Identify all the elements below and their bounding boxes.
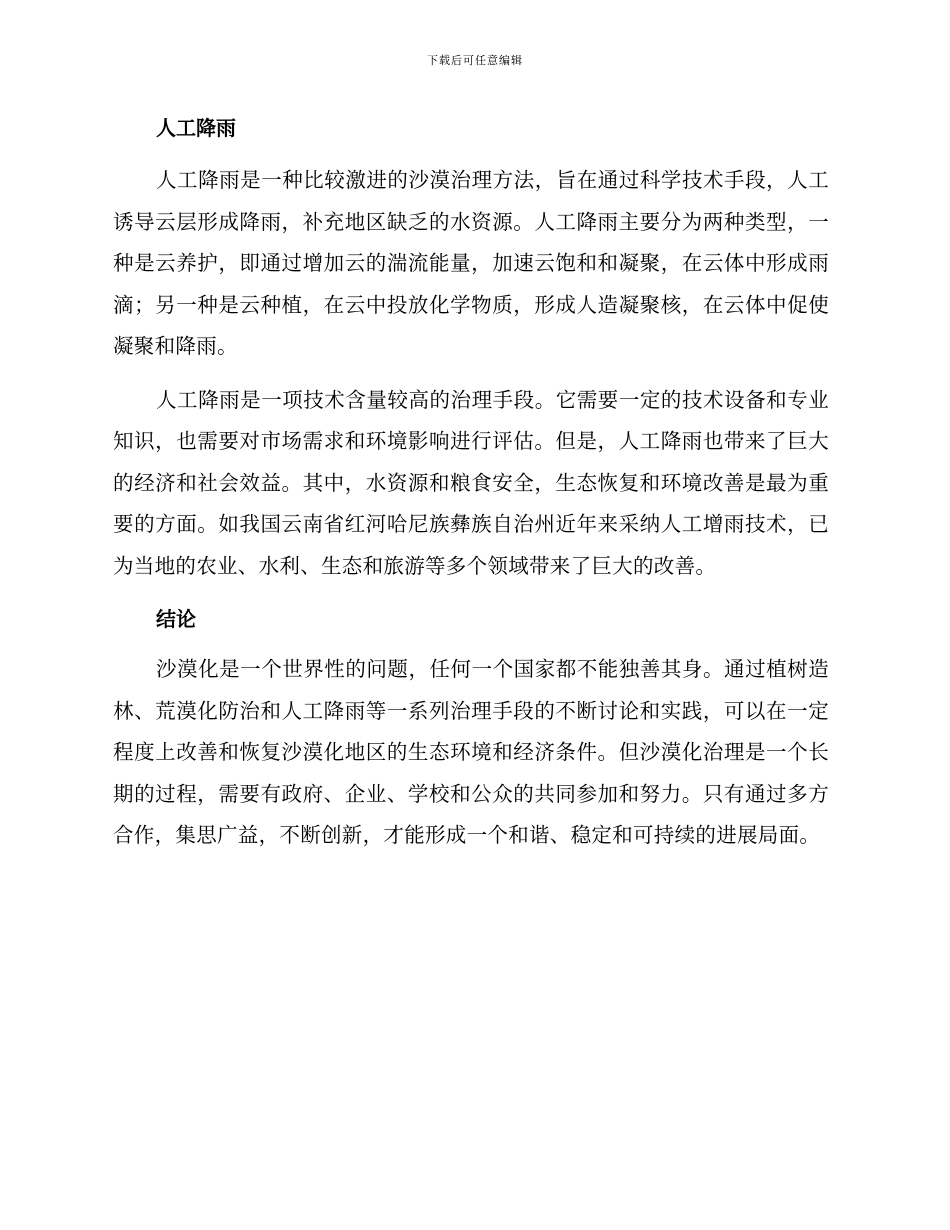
paragraph-conclusion: 沙漠化是一个世界性的问题，任何一个国家都不能独善其身。通过植树造林、荒漠化防治和人工降雨等一系列治理手段的不断讨论和实践，可以在一定程度上改善和恢复沙漠化地区的生态环境和经济条件。但沙漠化治理是一个长期的过程，需要有政府、企业、学校和公众的共同参加和努力。只有通过多方合作，集思广益，不断创新，才能形成一个和谐、稳定和可持续的进展局面。 [113,657,829,847]
paragraph-artificial-rain-benefits: 人工降雨是一项技术含量较高的治理手段。它需要一定的技术设备和专业知识，也需要对市场需求和环境影响进行评估。但是，人工降雨也带来了巨大的经济和社会效益。其中，水资源和粮食安全，生态恢复和环境改善是最为重要的方面。如我国云南省红河哈尼族彝族自治州近年来采纳人工增雨技术，已为当地的农业、水利、生态和旅游等多个领域带来了巨大的改善。 [113,387,829,578]
page-header: 下载后可任意编辑 [427,54,523,67]
section-heading-artificial-rain: 人工降雨 [156,116,236,140]
document-body [113,108,829,869]
section-heading-conclusion: 结论 [156,607,196,631]
paragraph-artificial-rain-intro: 人工降雨是一种比较激进的沙漠治理方法，旨在通过科学技术手段，人工诱导云层形成降雨，补充地区缺乏的水资源。人工降雨主要分为两种类型，一种是云养护，即通过增加云的湍流能量，加速云饱和和凝聚，在云体中形成雨滴；另一种是云种植，在云中投放化学物质，形成人造凝聚核，在云体中促使凝聚和降雨。 [113,168,829,358]
